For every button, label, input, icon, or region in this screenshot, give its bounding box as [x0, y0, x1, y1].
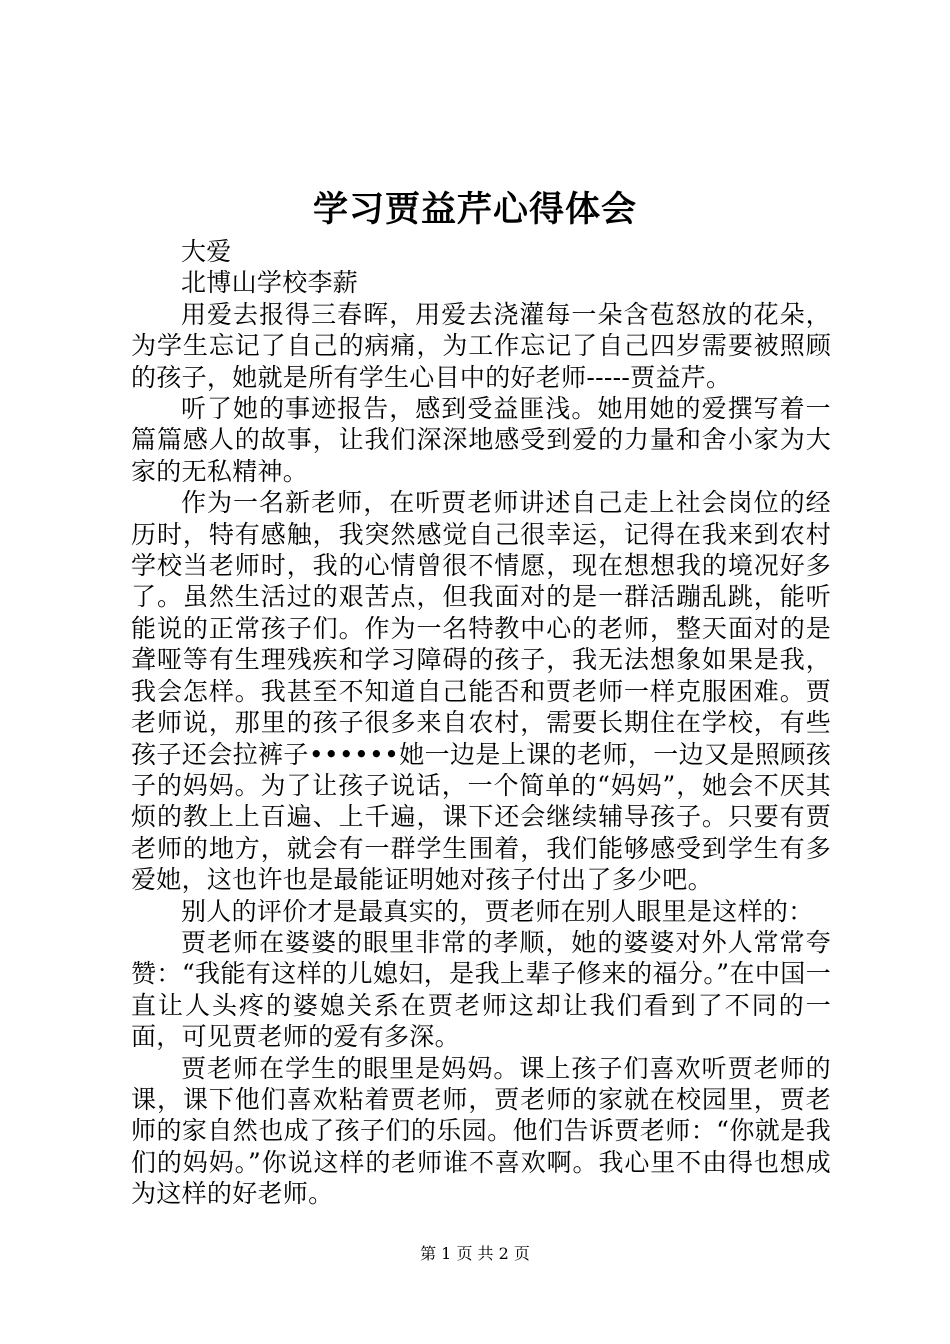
- paragraph: 别人的评价才是最真实的，贾老师在别人眼里是这样的：: [181, 896, 814, 926]
- paragraph: 贾老师在学生的眼里是妈妈。课上孩子们喜欢听贾老师的课，课下他们喜欢粘着贾老师，贾老师的家就在校园里，贾老师的家自然也成了孩子们的乐园。他们告诉贾老师：“你就是我们的妈妈。”你说这样的老师谁不喜欢啊。我心里不由得也想成为这样的好老师。: [131, 1053, 831, 1209]
- paragraph: 听了她的事迹报告，感到受益匪浅。她用她的爱撰写着一篇篇感人的故事，让我们深深地感受到爱的力量和舍小家为大家的无私精神。: [131, 394, 831, 486]
- document-body: [131, 236, 831, 1210]
- section-heading: 大爱: [181, 237, 232, 266]
- page-number-footer: 第 1 页 共 2 页: [420, 1244, 530, 1263]
- paragraph: 用爱去报得三春晖，用爱去浇灌每一朵含苞怒放的花朵，为学生忘记了自己的病痛，为工作忘记了自己四岁需要被照顾的孩子，她就是所有学生心目中的好老师-----贾益芹。: [131, 299, 831, 392]
- author-line: 北博山学校李薪: [181, 268, 359, 298]
- paragraph: 贾老师在婆婆的眼里非常的孝顺，她的婆婆对外人常常夸赞：“我能有这样的儿媳妇，是我上辈子修来的福分。”在中国一直让人头疼的婆媳关系在贾老师这却让我们看到了不同的一面，可见贾老师的爱有多深。: [131, 927, 831, 1052]
- document-title: 学习贾益芹心得体会: [312, 189, 637, 230]
- paragraph: 作为一名新老师，在听贾老师讲述自己走上社会岗位的经历时，特有感触，我突然感觉自己很幸运，记得在我来到农村学校当老师时，我的心情曾很不情愿，现在想想我的境况好多了。虽然生活过的艰苦点，但我面对的是一群活蹦乱跳，能听能说的正常孩子们。作为一名特教中心的老师，整天面对的是聋哑等有生理残疾和学习障碍的孩子，我无法想象如果是我，我会怎样。我甚至不知道自己能否和贾老师一样克服困难。贾老师说，那里的孩子很多来自农村，需要长期住在学校，有些孩子还会拉裤子••••••她一边是上课的老师，一边又是照顾孩子的妈妈。为了让孩子说话，一个简单的“妈妈”，她会不厌其烦的教上上百遍、上千遍，课下还会继续辅导孩子。只要有贾老师的地方，就会有一群学生围着，我们能够感受到学生有多爱她，这也许也是最能证明她对孩子付出了多少吧。: [131, 488, 831, 895]
